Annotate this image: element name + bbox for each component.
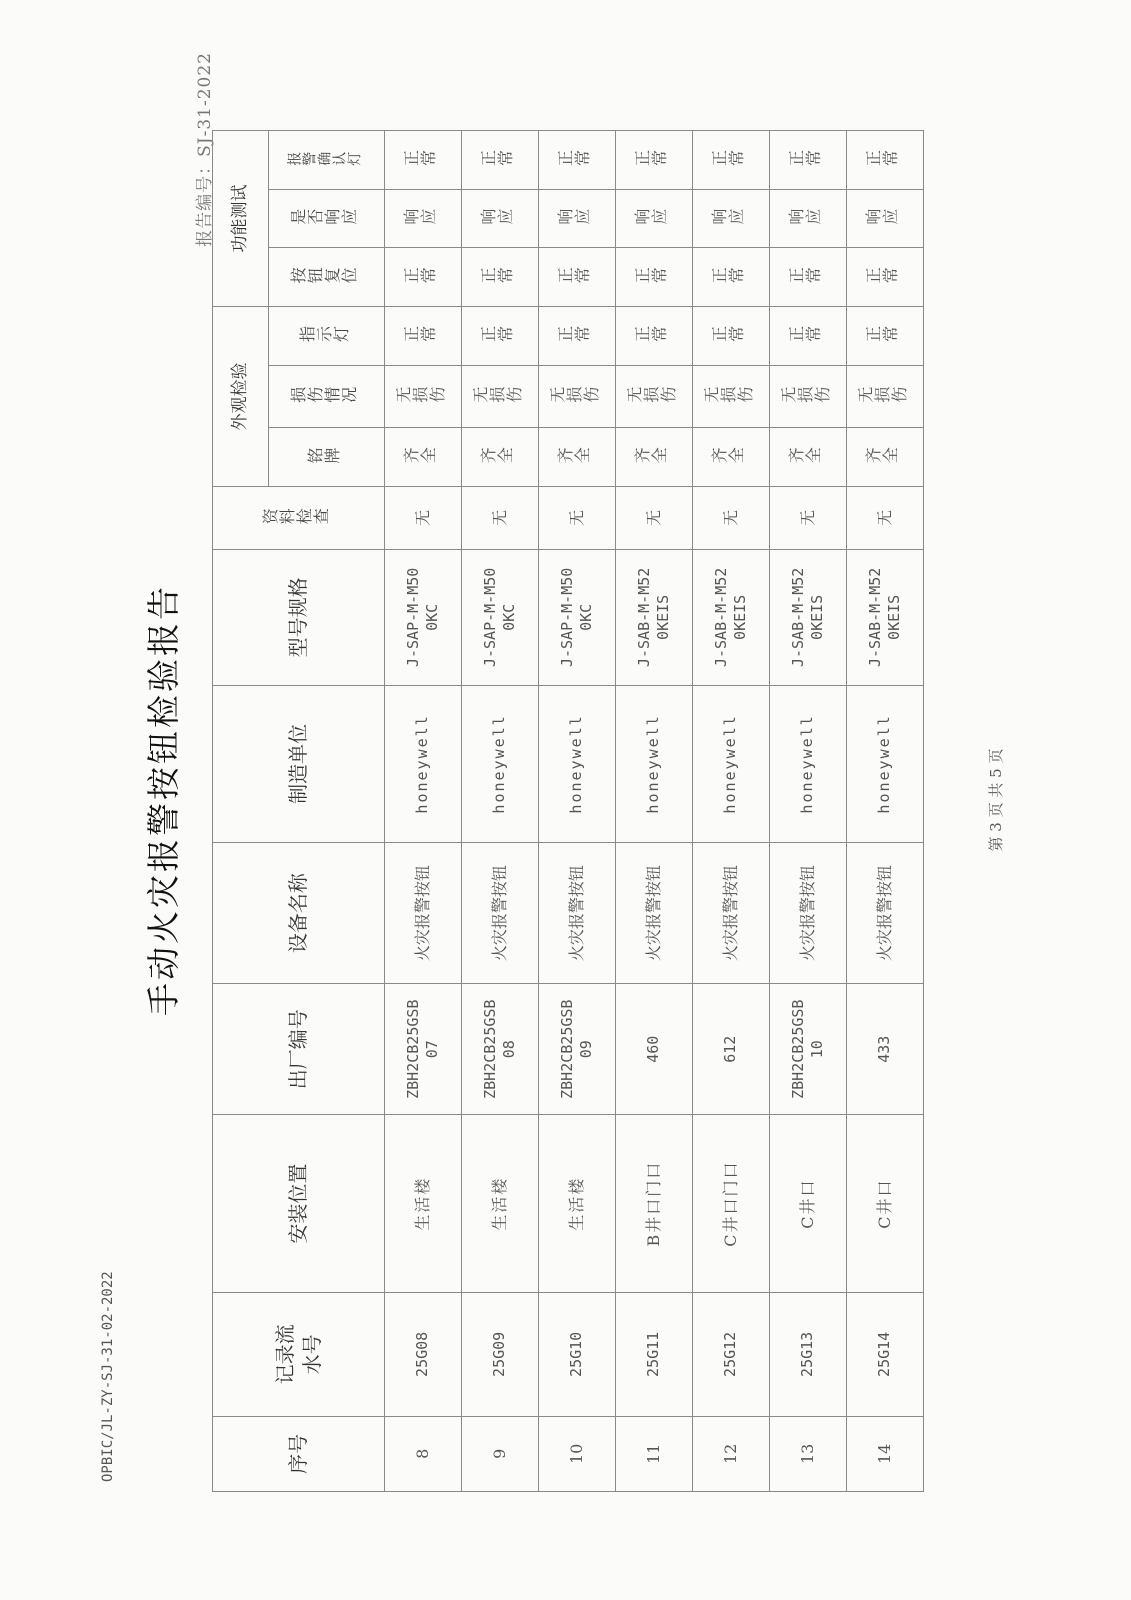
cell-model-text: J-SAB-M-M520KEIS	[634, 567, 672, 668]
cell-damage-text: 无损伤	[779, 386, 831, 406]
cell-device-name-text: 火灾报警按钮	[412, 865, 432, 962]
header-record-no	[213, 1293, 385, 1417]
cell-alarm-confirm	[770, 131, 847, 190]
cell-doc-check-text: 无	[874, 509, 894, 526]
header-device-name: 设备名称	[213, 842, 385, 983]
cell-location	[616, 1115, 693, 1293]
header-function: 功能测试	[213, 131, 269, 307]
cell-alarm-confirm-text: 正常	[557, 149, 592, 169]
cell-indicator-text: 正常	[403, 325, 438, 345]
header-reset	[269, 248, 385, 307]
cell-record-no-text: 25G14	[875, 1331, 894, 1377]
cell-doc-check-text: 无	[643, 509, 663, 526]
cell-response-text: 响应	[557, 208, 592, 228]
cell-indicator	[693, 306, 770, 365]
cell-doc-check	[693, 487, 770, 550]
cell-reset-text: 正常	[403, 266, 438, 286]
cell-damage-text: 无损伤	[471, 386, 523, 406]
cell-indicator	[616, 306, 693, 365]
cell-damage-text: 无损伤	[625, 386, 677, 406]
header-nameplate	[269, 428, 385, 487]
cell-model-text: J-SAB-M-M520KEIS	[788, 567, 826, 668]
cell-response-text: 响应	[865, 208, 900, 228]
cell-indicator-text: 正常	[711, 325, 746, 345]
cell-seq-text: 11	[643, 1443, 663, 1464]
header-response-label: 是否响应	[290, 208, 359, 228]
cell-factory-no	[770, 984, 847, 1115]
cell-model-text: J-SAB-M-M520KEIS	[865, 567, 903, 668]
cell-response	[770, 189, 847, 248]
cell-model	[385, 549, 462, 685]
cell-response	[616, 189, 693, 248]
cell-indicator-text: 正常	[480, 325, 515, 345]
cell-record-no	[385, 1293, 462, 1417]
cell-alarm-confirm-text: 正常	[865, 149, 900, 169]
cell-reset	[462, 248, 539, 307]
cell-doc-check-text: 无	[566, 509, 586, 526]
cell-record-no-text: 25G08	[413, 1331, 432, 1377]
cell-factory-no-text: ZBH2CB25GSB07	[403, 999, 441, 1099]
cell-model	[770, 549, 847, 685]
cell-manufacturer-text: honeywell	[644, 714, 663, 814]
cell-doc-check-text: 无	[797, 509, 817, 526]
cell-reset	[539, 248, 616, 307]
cell-damage	[693, 365, 770, 428]
header-doc-check	[213, 487, 385, 550]
cell-location	[539, 1115, 616, 1293]
cell-damage	[462, 365, 539, 428]
cell-doc-check-text: 无	[720, 509, 740, 526]
header-response	[269, 189, 385, 248]
cell-record-no	[847, 1293, 924, 1417]
cell-manufacturer-text: honeywell	[490, 714, 509, 814]
cell-doc-check	[462, 487, 539, 550]
cell-seq	[616, 1416, 693, 1491]
cell-record-no-text: 25G13	[798, 1331, 817, 1377]
cell-response	[539, 189, 616, 248]
table-row	[462, 131, 539, 1492]
cell-seq	[462, 1416, 539, 1491]
cell-manufacturer	[462, 685, 539, 842]
cell-reset-text: 正常	[557, 266, 592, 286]
cell-device-name	[385, 842, 462, 983]
cell-device-name	[693, 842, 770, 983]
header-manufacturer: 制造单位	[213, 685, 385, 842]
header-reset-label: 按钮复位	[290, 266, 359, 286]
cell-seq	[385, 1416, 462, 1491]
header-indicator	[269, 306, 385, 365]
cell-manufacturer	[616, 685, 693, 842]
cell-factory-no	[385, 984, 462, 1115]
cell-alarm-confirm	[693, 131, 770, 190]
cell-record-no	[693, 1293, 770, 1417]
cell-seq-text: 9	[489, 1448, 509, 1459]
cell-reset	[770, 248, 847, 307]
cell-alarm-confirm-text: 正常	[480, 149, 515, 169]
cell-location-text: C井口	[797, 1178, 817, 1229]
cell-nameplate-text: 齐全	[480, 446, 515, 466]
cell-device-name-text: 火灾报警按钮	[797, 865, 817, 962]
cell-device-name	[616, 842, 693, 983]
cell-alarm-confirm	[539, 131, 616, 190]
cell-damage	[539, 365, 616, 428]
cell-record-no	[770, 1293, 847, 1417]
cell-device-name-text: 火灾报警按钮	[720, 865, 740, 962]
cell-indicator	[385, 306, 462, 365]
cell-manufacturer	[847, 685, 924, 842]
cell-location	[770, 1115, 847, 1293]
cell-record-no-text: 25G11	[644, 1331, 663, 1377]
cell-reset	[385, 248, 462, 307]
cell-factory-no	[539, 984, 616, 1115]
header-damage	[269, 365, 385, 428]
cell-damage-text: 无损伤	[548, 386, 600, 406]
cell-device-name-text: 火灾报警按钮	[489, 865, 509, 962]
form-code: OPBIC/JL-ZY-SJ-31-02-2022	[100, 1271, 116, 1482]
table-row	[539, 131, 616, 1492]
cell-model	[616, 549, 693, 685]
cell-nameplate-text: 齐全	[865, 446, 900, 466]
table-row	[385, 131, 462, 1492]
header-location: 安装位置	[213, 1115, 385, 1293]
cell-manufacturer	[693, 685, 770, 842]
cell-manufacturer-text: honeywell	[721, 714, 740, 814]
cell-indicator-text: 正常	[634, 325, 669, 345]
cell-reset	[616, 248, 693, 307]
cell-seq-text: 10	[566, 1443, 586, 1464]
cell-factory-no-text: 612	[721, 1035, 740, 1063]
cell-doc-check-text: 无	[412, 509, 432, 526]
cell-alarm-confirm-text: 正常	[403, 149, 438, 169]
cell-seq	[847, 1416, 924, 1491]
cell-response-text: 响应	[480, 208, 515, 228]
cell-nameplate-text: 齐全	[403, 446, 438, 466]
cell-doc-check	[847, 487, 924, 550]
table-row	[693, 131, 770, 1492]
cell-seq-text: 8	[412, 1448, 432, 1459]
cell-reset-text: 正常	[711, 266, 746, 286]
cell-nameplate	[847, 428, 924, 487]
header-model: 型号规格	[213, 549, 385, 685]
cell-device-name	[539, 842, 616, 983]
cell-indicator-text: 正常	[557, 325, 592, 345]
cell-nameplate	[770, 428, 847, 487]
cell-manufacturer-text: honeywell	[413, 714, 432, 814]
cell-location	[847, 1115, 924, 1293]
cell-record-no	[462, 1293, 539, 1417]
cell-indicator	[462, 306, 539, 365]
cell-device-name-text: 火灾报警按钮	[643, 865, 663, 962]
cell-response-text: 响应	[634, 208, 669, 228]
cell-nameplate	[385, 428, 462, 487]
cell-factory-no-text: 460	[644, 1035, 663, 1063]
cell-alarm-confirm-text: 正常	[711, 149, 746, 169]
report-number: 报告编号：SJ-31-2022	[195, 52, 215, 247]
cell-manufacturer-text: honeywell	[875, 714, 894, 814]
cell-doc-check	[770, 487, 847, 550]
cell-location-text: C井口门口	[720, 1160, 740, 1247]
inspection-table	[212, 130, 924, 1492]
cell-nameplate-text: 齐全	[711, 446, 746, 466]
cell-manufacturer	[385, 685, 462, 842]
cell-manufacturer-text: honeywell	[798, 714, 817, 814]
cell-reset	[847, 248, 924, 307]
cell-factory-no-text: ZBH2CB25GSB09	[557, 999, 595, 1099]
cell-location-text: B井口门口	[643, 1160, 663, 1247]
table-body	[385, 131, 924, 1492]
header-appearance: 外观检验	[213, 306, 269, 486]
cell-factory-no	[847, 984, 924, 1115]
cell-manufacturer-text: honeywell	[567, 714, 586, 814]
header-nameplate-label: 铭牌	[307, 447, 342, 466]
cell-factory-no-text: ZBH2CB25GSB10	[788, 999, 826, 1099]
header-alarm-confirm-label: 报警确认灯	[286, 151, 362, 168]
cell-manufacturer	[539, 685, 616, 842]
cell-location	[385, 1115, 462, 1293]
cell-indicator	[847, 306, 924, 365]
cell-model-text: J-SAP-M-M500KC	[480, 567, 518, 668]
cell-manufacturer	[770, 685, 847, 842]
cell-doc-check	[539, 487, 616, 550]
cell-location-text: 生活楼	[412, 1176, 432, 1231]
cell-record-no	[539, 1293, 616, 1417]
cell-factory-no	[616, 984, 693, 1115]
cell-nameplate	[693, 428, 770, 487]
cell-seq-text: 14	[874, 1443, 894, 1464]
cell-doc-check-text: 无	[489, 509, 509, 526]
cell-damage	[770, 365, 847, 428]
cell-model	[847, 549, 924, 685]
page-footer: 第 3 页 共 5 页	[987, 748, 1005, 852]
cell-indicator	[539, 306, 616, 365]
table-row	[847, 131, 924, 1492]
cell-model	[462, 549, 539, 685]
cell-model-text: J-SAP-M-M500KC	[557, 567, 595, 668]
cell-factory-no-text: 433	[875, 1035, 894, 1063]
cell-device-name	[847, 842, 924, 983]
cell-doc-check	[385, 487, 462, 550]
cell-response-text: 响应	[403, 208, 438, 228]
cell-damage-text: 无损伤	[702, 386, 754, 406]
cell-model	[693, 549, 770, 685]
header-indicator-label: 指示灯	[298, 325, 350, 345]
cell-response	[462, 189, 539, 248]
cell-alarm-confirm	[616, 131, 693, 190]
cell-model-text: J-SAB-M-M520KEIS	[711, 567, 749, 668]
cell-location	[462, 1115, 539, 1293]
table-row	[616, 131, 693, 1492]
cell-reset	[693, 248, 770, 307]
cell-record-no-text: 25G09	[490, 1331, 509, 1377]
cell-record-no-text: 25G12	[721, 1331, 740, 1377]
cell-response-text: 响应	[788, 208, 823, 228]
cell-seq	[539, 1416, 616, 1491]
cell-reset-text: 正常	[865, 266, 900, 286]
cell-damage	[385, 365, 462, 428]
header-damage-label: 损伤情况	[290, 386, 359, 406]
cell-nameplate-text: 齐全	[634, 446, 669, 466]
cell-response	[693, 189, 770, 248]
cell-alarm-confirm-text: 正常	[634, 149, 669, 169]
cell-response	[847, 189, 924, 248]
cell-model-text: J-SAP-M-M500KC	[403, 567, 441, 668]
cell-reset-text: 正常	[480, 266, 515, 286]
cell-reset-text: 正常	[788, 266, 823, 286]
cell-indicator	[770, 306, 847, 365]
cell-nameplate-text: 齐全	[557, 446, 592, 466]
cell-damage	[847, 365, 924, 428]
header-doc-check-label: 资料检查	[262, 507, 331, 527]
cell-reset-text: 正常	[634, 266, 669, 286]
cell-record-no	[616, 1293, 693, 1417]
page-title: 手动火灾报警按钮检验报告	[144, 584, 183, 1016]
cell-location	[693, 1115, 770, 1293]
cell-alarm-confirm	[462, 131, 539, 190]
cell-alarm-confirm	[847, 131, 924, 190]
cell-nameplate-text: 齐全	[788, 446, 823, 466]
cell-device-name	[770, 842, 847, 983]
cell-alarm-confirm-text: 正常	[788, 149, 823, 169]
header-seq: 序号	[213, 1416, 385, 1491]
table-row	[770, 131, 847, 1492]
cell-seq	[770, 1416, 847, 1491]
cell-nameplate	[539, 428, 616, 487]
cell-indicator-text: 正常	[865, 325, 900, 345]
cell-factory-no-text: ZBH2CB25GSB08	[480, 999, 518, 1099]
cell-device-name-text: 火灾报警按钮	[874, 865, 894, 962]
cell-seq-text: 12	[720, 1443, 740, 1464]
cell-location-text: 生活楼	[566, 1176, 586, 1231]
cell-damage-text: 无损伤	[856, 386, 908, 406]
cell-damage	[616, 365, 693, 428]
cell-indicator-text: 正常	[788, 325, 823, 345]
cell-location-text: 生活楼	[489, 1176, 509, 1231]
cell-damage-text: 无损伤	[394, 386, 446, 406]
cell-seq-text: 13	[797, 1443, 817, 1464]
cell-response	[385, 189, 462, 248]
header-alarm-confirm	[269, 131, 385, 190]
cell-seq	[693, 1416, 770, 1491]
cell-nameplate	[616, 428, 693, 487]
cell-location-text: C井口	[874, 1178, 894, 1229]
cell-factory-no	[693, 984, 770, 1115]
cell-model	[539, 549, 616, 685]
cell-factory-no	[462, 984, 539, 1115]
header-record-no-label: 记录流水号	[272, 1324, 324, 1385]
cell-nameplate	[462, 428, 539, 487]
cell-response-text: 响应	[711, 208, 746, 228]
header-factory-no: 出厂编号	[213, 984, 385, 1115]
cell-device-name	[462, 842, 539, 983]
cell-record-no-text: 25G10	[567, 1331, 586, 1377]
cell-doc-check	[616, 487, 693, 550]
cell-device-name-text: 火灾报警按钮	[566, 865, 586, 962]
cell-alarm-confirm	[385, 131, 462, 190]
